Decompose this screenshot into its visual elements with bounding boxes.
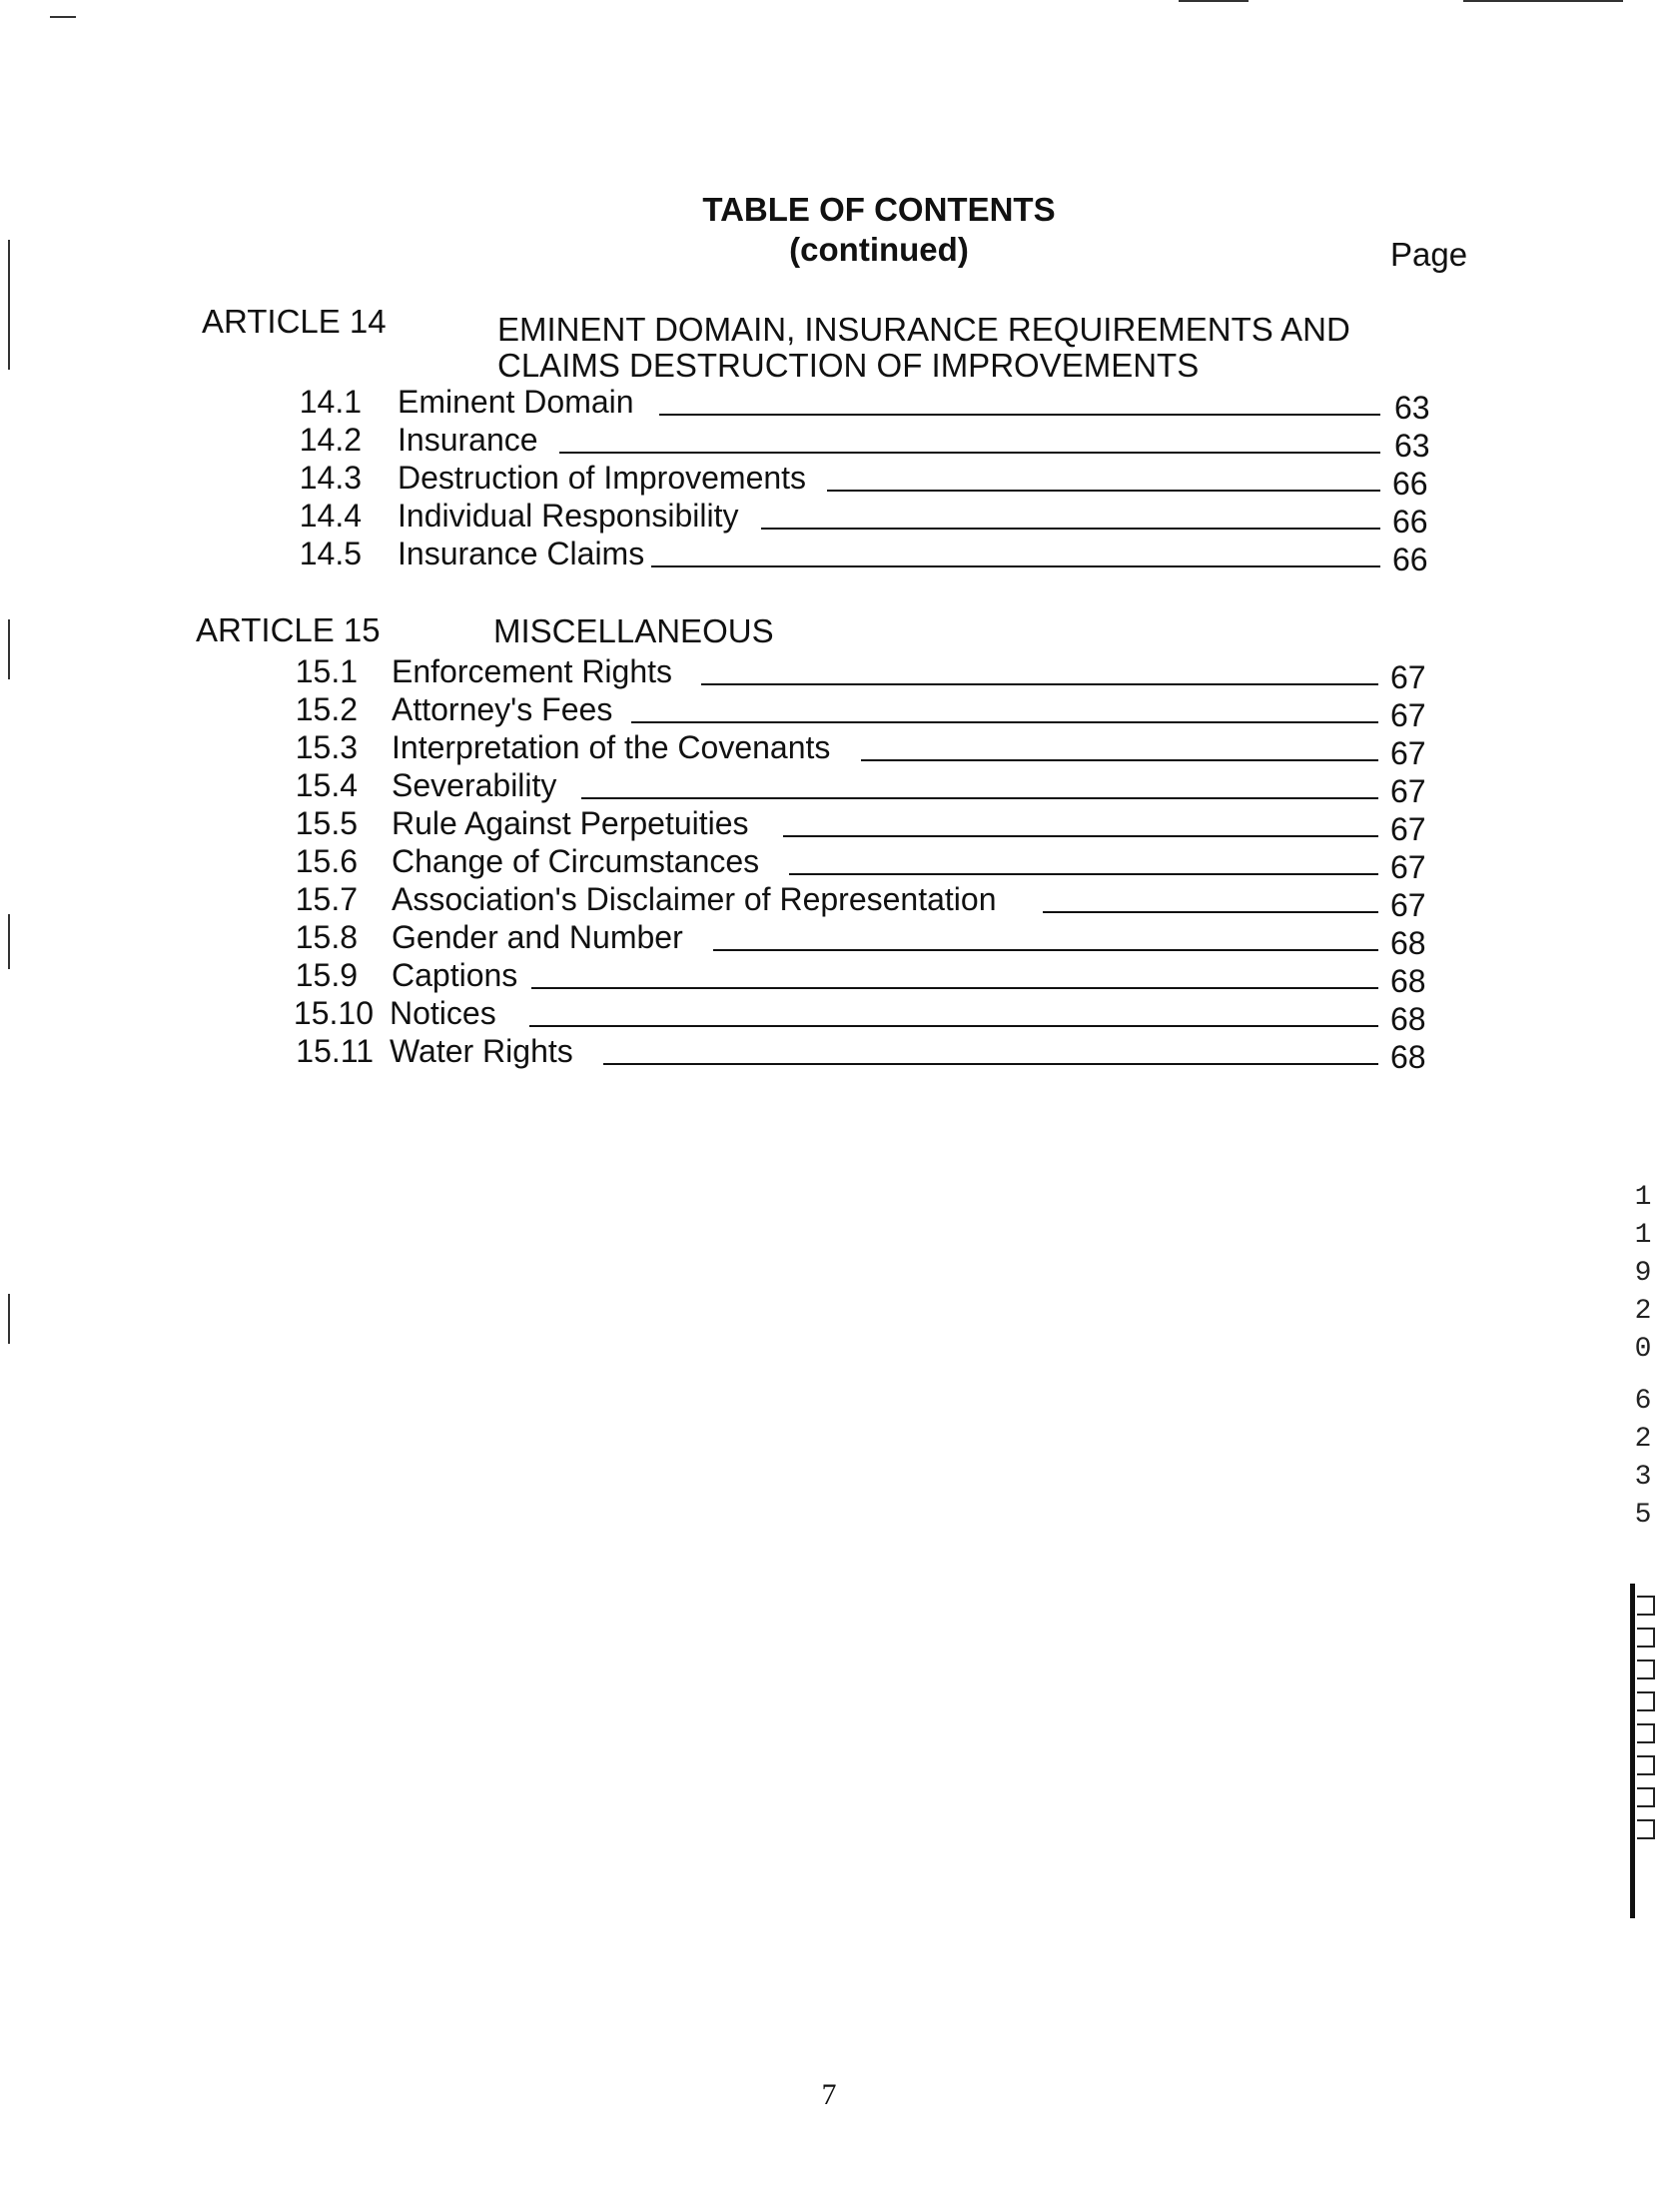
stamp-digit: 2 <box>1634 1424 1652 1455</box>
section-number: 14.3 <box>299 460 362 496</box>
toc-entry <box>0 497 1677 540</box>
section-number: 15.8 <box>295 919 358 955</box>
section-page: 68 <box>1390 925 1426 961</box>
leader-line <box>1043 911 1378 913</box>
toc-entry <box>0 880 1677 923</box>
article-title: CLAIMS DESTRUCTION OF IMPROVEMENTS <box>497 347 1200 384</box>
section-title: Severability <box>392 767 557 803</box>
toc-entry <box>0 842 1677 885</box>
stamp-digit: 2 <box>1634 1296 1652 1327</box>
article-title: EMINENT DOMAIN, INSURANCE REQUIREMENTS AND <box>497 311 1350 348</box>
section-title: Destruction of Improvements <box>398 460 807 496</box>
stamp-digit: 1 <box>1634 1220 1652 1251</box>
toc-entry <box>0 535 1677 577</box>
toc-subtitle: (continued) <box>789 231 969 268</box>
scan-artifact-top-rule-right <box>1463 0 1623 2</box>
page-number: 7 <box>821 2078 837 2111</box>
recording-number-stamp <box>1626 1179 1660 1535</box>
leader-line <box>783 835 1378 837</box>
section-number: 15.3 <box>295 729 358 765</box>
toc-entry <box>0 728 1677 771</box>
stamp-digit: 3 <box>1634 1462 1652 1493</box>
section-title: Insurance <box>398 422 538 458</box>
toc-entry <box>0 459 1677 502</box>
stamp-digit: 0 <box>1634 1334 1652 1365</box>
section-page: 67 <box>1390 849 1426 885</box>
section-number: 15.11 <box>296 1033 374 1069</box>
section-page: 66 <box>1392 504 1428 540</box>
toc-entry <box>0 918 1677 961</box>
section-page: 67 <box>1390 659 1426 695</box>
section-title: Eminent Domain <box>398 384 634 420</box>
margin-barcode-mark <box>1630 1584 1663 1918</box>
leader-line <box>659 414 1380 416</box>
leader-line <box>559 452 1380 454</box>
section-number: 14.5 <box>299 536 362 571</box>
article-label: ARTICLE 15 <box>196 611 381 648</box>
scan-artifact-left-tick <box>8 240 10 370</box>
stamp-digit: 6 <box>1634 1386 1652 1417</box>
section-title: Association's Disclaimer of Representation <box>392 881 997 917</box>
toc-entry <box>0 652 1677 695</box>
toc-entry <box>0 383 1677 426</box>
leader-line <box>789 873 1378 875</box>
section-number: 15.4 <box>295 767 358 803</box>
section-page: 67 <box>1390 697 1426 733</box>
stamp-digit: 5 <box>1634 1500 1652 1531</box>
section-page: 68 <box>1390 963 1426 999</box>
section-number: 14.2 <box>299 422 362 458</box>
toc-entry <box>0 994 1677 1037</box>
section-title: Attorney's Fees <box>392 691 613 727</box>
section-title: Gender and Number <box>392 919 683 955</box>
section-page: 68 <box>1390 1039 1426 1075</box>
section-title: Rule Against Perpetuities <box>392 805 749 841</box>
leader-line <box>713 949 1378 951</box>
section-title: Captions <box>392 957 518 993</box>
section-title: Insurance Claims <box>398 536 645 571</box>
scan-artifact-top-rule <box>1179 0 1249 2</box>
section-page: 67 <box>1390 735 1426 771</box>
section-number: 15.1 <box>295 653 358 689</box>
leader-line <box>701 683 1378 685</box>
section-title: Change of Circumstances <box>392 843 760 879</box>
section-number: 15.5 <box>295 805 358 841</box>
leader-line <box>861 759 1378 761</box>
leader-line <box>529 1025 1378 1027</box>
toc-entry <box>0 690 1677 733</box>
scan-artifact-left-tick <box>8 1294 10 1344</box>
section-title: Notices <box>390 995 496 1031</box>
section-page: 63 <box>1394 428 1430 464</box>
section-page: 66 <box>1392 542 1428 577</box>
section-title: Individual Responsibility <box>398 498 739 534</box>
section-page: 66 <box>1392 466 1428 502</box>
toc-entry <box>0 956 1677 999</box>
page-column-label: Page <box>1390 236 1468 273</box>
toc-entry <box>0 421 1677 464</box>
stamp-digit: 9 <box>1634 1258 1652 1289</box>
leader-line <box>651 565 1380 567</box>
leader-line <box>761 528 1380 530</box>
scan-artifact-top-left <box>50 16 76 18</box>
section-number: 14.4 <box>299 498 362 534</box>
toc-title: TABLE OF CONTENTS <box>702 191 1056 228</box>
section-page: 63 <box>1394 390 1430 426</box>
leader-line <box>827 490 1380 492</box>
stamp-digit: 1 <box>1634 1182 1652 1213</box>
toc-entry <box>0 804 1677 847</box>
section-title: Enforcement Rights <box>392 653 673 689</box>
article-label: ARTICLE 14 <box>202 303 387 340</box>
section-page: 67 <box>1390 811 1426 847</box>
section-number: 15.9 <box>295 957 358 993</box>
article-title: MISCELLANEOUS <box>493 612 774 649</box>
section-number: 15.6 <box>295 843 358 879</box>
section-number: 14.1 <box>299 384 362 420</box>
toc-entry <box>0 1032 1677 1075</box>
section-page: 67 <box>1390 773 1426 809</box>
leader-line <box>531 987 1378 989</box>
section-number: 15.2 <box>295 691 358 727</box>
section-number: 15.7 <box>295 881 358 917</box>
leader-line <box>631 721 1378 723</box>
section-page: 68 <box>1390 1001 1426 1037</box>
leader-line <box>603 1063 1378 1065</box>
leader-line <box>581 797 1378 799</box>
section-page: 67 <box>1390 887 1426 923</box>
section-number: 15.10 <box>293 995 374 1031</box>
section-title: Water Rights <box>390 1033 573 1069</box>
toc-entry <box>0 766 1677 809</box>
section-title: Interpretation of the Covenants <box>392 729 831 765</box>
